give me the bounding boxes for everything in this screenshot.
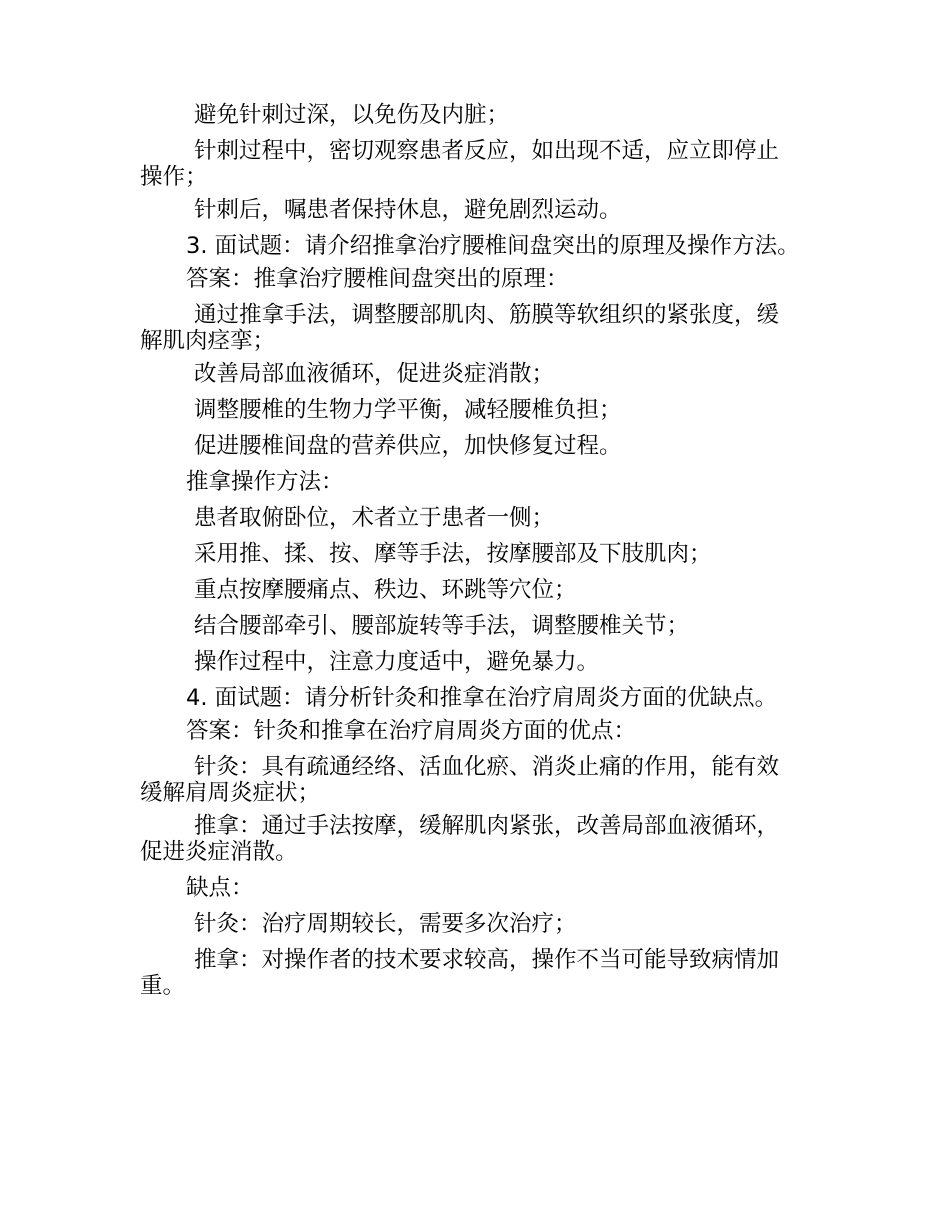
question4-advantage: 推拿：通过手法按摩，缓解肌肉紧张，改善局部血液循环，促进炎症消散。 xyxy=(140,813,780,865)
question4-advantage: 针灸：具有疏通经络、活血化瘀、消炎止痛的作用，能有效缓解肩周炎症状； xyxy=(140,754,780,806)
question3-principle: 调整腰椎的生物力学平衡，减轻腰椎负担； xyxy=(194,397,622,423)
question3-principle: 促进腰椎间盘的营养供应，加快修复过程。 xyxy=(194,433,622,459)
question3-method: 采用推、揉、按、摩等手法，按摩腰部及下肢肌肉； xyxy=(194,541,712,567)
document-body xyxy=(140,102,800,999)
section2-item: 针刺后，嘱患者保持休息，避免剧烈运动。 xyxy=(194,197,622,223)
question4-disadvantage-heading: 缺点： xyxy=(186,875,254,901)
question3-method: 结合腰部牵引、腰部旋转等手法，调整腰椎关节； xyxy=(194,613,690,639)
question3-heading: 3. 面试题：请介绍推拿治疗腰椎间盘突出的原理及操作方法。 xyxy=(186,233,800,259)
question3-method-heading: 推拿操作方法： xyxy=(186,469,344,495)
section2-item: 针刺过程中，密切观察患者反应，如出现不适，应立即停止操作； xyxy=(140,138,780,190)
question3-method: 重点按摩腰痛点、秩边、环跳等穴位； xyxy=(194,577,577,603)
question3-answer-intro: 答案：推拿治疗腰椎间盘突出的原理： xyxy=(186,266,569,292)
question3-method: 操作过程中，注意力度适中，避免暴力。 xyxy=(194,649,600,675)
question4-disadvantage: 推拿：对操作者的技术要求较高，操作不当可能导致病情加重。 xyxy=(140,947,780,999)
question4-heading: 4. 面试题：请分析针灸和推拿在治疗肩周炎方面的优缺点。 xyxy=(186,685,778,711)
question3-method: 患者取俯卧位，术者立于患者一侧； xyxy=(194,505,555,531)
question4-answer-intro: 答案：针灸和推拿在治疗肩周炎方面的优点： xyxy=(186,718,637,744)
section2-item: 避免针刺过深，以免伤及内脏； xyxy=(194,102,510,128)
question3-principle: 改善局部血液循环，促进炎症消散； xyxy=(194,361,555,387)
question3-principle: 通过推拿手法，调整腰部肌肉、筋膜等软组织的紧张度，缓解肌肉痉挛； xyxy=(140,302,780,354)
question4-disadvantage: 针灸：治疗周期较长，需要多次治疗； xyxy=(194,911,577,937)
